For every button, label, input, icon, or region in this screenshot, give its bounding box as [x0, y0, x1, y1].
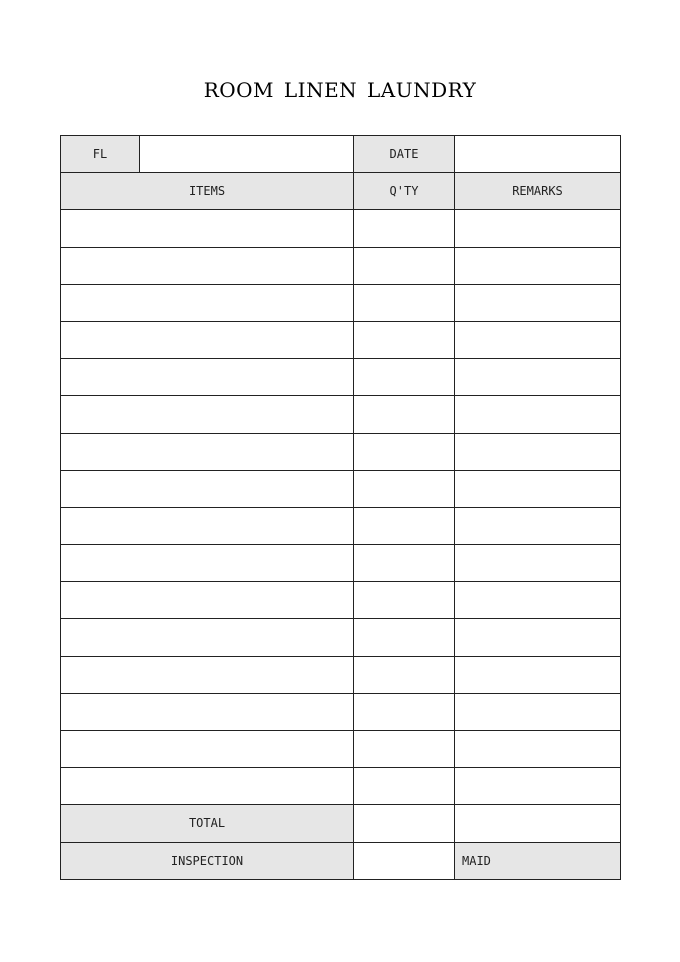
total-label: TOTAL	[61, 805, 354, 842]
item-row	[61, 582, 621, 619]
remarks-column-header: REMARKS	[455, 173, 621, 210]
item-row	[61, 656, 621, 693]
remarks-cell[interactable]	[455, 582, 621, 619]
item-row	[61, 396, 621, 433]
item-row	[61, 210, 621, 247]
item-cell[interactable]	[61, 433, 354, 470]
item-cell[interactable]	[61, 321, 354, 358]
items-column-header: ITEMS	[61, 173, 354, 210]
remarks-cell[interactable]	[455, 321, 621, 358]
maid-label: MAID	[455, 842, 621, 879]
remarks-cell[interactable]	[455, 396, 621, 433]
header-row	[61, 136, 621, 173]
remarks-cell[interactable]	[455, 656, 621, 693]
inspection-field[interactable]	[354, 842, 455, 879]
qty-cell[interactable]	[354, 768, 455, 805]
qty-cell[interactable]	[354, 433, 455, 470]
qty-cell[interactable]	[354, 619, 455, 656]
item-row	[61, 359, 621, 396]
item-cell[interactable]	[61, 359, 354, 396]
item-cell[interactable]	[61, 731, 354, 768]
qty-cell[interactable]	[354, 210, 455, 247]
qty-cell[interactable]	[354, 359, 455, 396]
item-cell[interactable]	[61, 470, 354, 507]
remarks-cell[interactable]	[455, 693, 621, 730]
remarks-cell[interactable]	[455, 284, 621, 321]
date-label: DATE	[354, 136, 455, 173]
remarks-cell[interactable]	[455, 619, 621, 656]
total-qty-field[interactable]	[354, 805, 455, 842]
remarks-cell[interactable]	[455, 507, 621, 544]
qty-cell[interactable]	[354, 656, 455, 693]
qty-cell[interactable]	[354, 321, 455, 358]
qty-cell[interactable]	[354, 731, 455, 768]
remarks-cell[interactable]	[455, 768, 621, 805]
inspection-label: INSPECTION	[61, 842, 354, 879]
item-cell[interactable]	[61, 396, 354, 433]
qty-cell[interactable]	[354, 507, 455, 544]
item-row	[61, 433, 621, 470]
fl-field[interactable]	[140, 136, 354, 173]
form-title: ROOM LINEN LAUNDRY	[203, 78, 477, 102]
qty-cell[interactable]	[354, 396, 455, 433]
qty-cell[interactable]	[354, 470, 455, 507]
remarks-cell[interactable]	[455, 470, 621, 507]
item-row	[61, 693, 621, 730]
item-cell[interactable]	[61, 582, 354, 619]
remarks-cell[interactable]	[455, 359, 621, 396]
qty-cell[interactable]	[354, 545, 455, 582]
total-row	[61, 805, 621, 842]
date-field[interactable]	[455, 136, 621, 173]
item-cell[interactable]	[61, 247, 354, 284]
column-header-row	[61, 173, 621, 210]
item-row	[61, 768, 621, 805]
item-row	[61, 321, 621, 358]
item-row	[61, 247, 621, 284]
total-remarks-field[interactable]	[455, 805, 621, 842]
item-cell[interactable]	[61, 693, 354, 730]
item-row	[61, 545, 621, 582]
item-cell[interactable]	[61, 210, 354, 247]
item-cell[interactable]	[61, 656, 354, 693]
item-row	[61, 619, 621, 656]
remarks-cell[interactable]	[455, 247, 621, 284]
qty-cell[interactable]	[354, 582, 455, 619]
item-row	[61, 284, 621, 321]
item-cell[interactable]	[61, 284, 354, 321]
item-row	[61, 731, 621, 768]
laundry-form-table	[60, 135, 621, 880]
item-cell[interactable]	[61, 768, 354, 805]
remarks-cell[interactable]	[455, 545, 621, 582]
qty-column-header: Q'TY	[354, 173, 455, 210]
remarks-cell[interactable]	[455, 731, 621, 768]
inspection-row	[61, 842, 621, 879]
remarks-cell[interactable]	[455, 210, 621, 247]
qty-cell[interactable]	[354, 247, 455, 284]
qty-cell[interactable]	[354, 693, 455, 730]
qty-cell[interactable]	[354, 284, 455, 321]
item-cell[interactable]	[61, 507, 354, 544]
item-cell[interactable]	[61, 545, 354, 582]
item-row	[61, 470, 621, 507]
item-cell[interactable]	[61, 619, 354, 656]
fl-label: FL	[61, 136, 140, 173]
remarks-cell[interactable]	[455, 433, 621, 470]
item-row	[61, 507, 621, 544]
